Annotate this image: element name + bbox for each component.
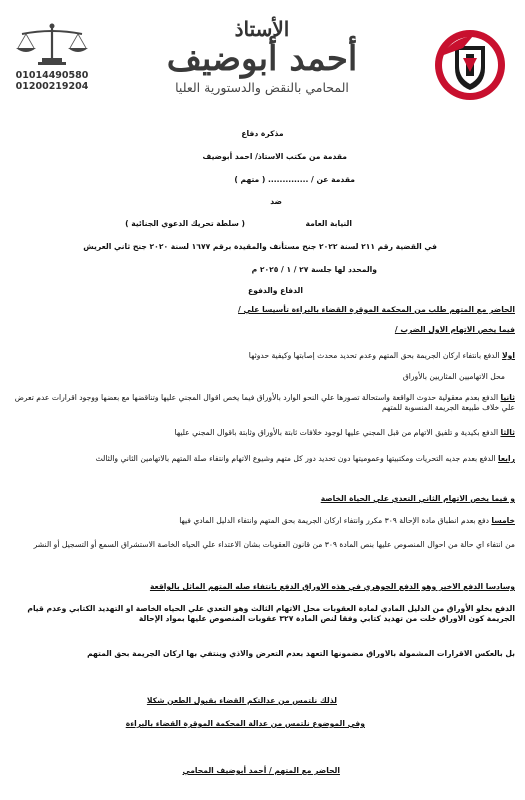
phone-numbers [12, 70, 92, 92]
signature-line: الحاضر مع المتهم / أحمد أبوضيف المحامي [182, 766, 340, 775]
lawyer-subtitle: المحامي بالنقض والدستورية العليا [175, 80, 349, 95]
title-prefix: الأستاذ [234, 17, 290, 41]
lawyer-name: أحمد أبوضيف [166, 39, 358, 79]
defenses-heading: الدفاع والدفوع [248, 286, 303, 295]
defense-item-1: اولا الدفع بانتفاء اركان الجريمة بحق المتهم وعدم تحديد محدث إصابتها وكيفية حدوثها [248, 351, 515, 360]
defense-item-6-heading: وسادسا الدفع الاخير وهو الدفع الجوهري في هذه الاوراق الدفع بانتفاء صله المتهم الماثل بالواقعة [149, 582, 515, 591]
versus-label: ضد [270, 197, 282, 206]
defense-item-2: ثانيا الدفع بعدم معقولية حدوث الواقعة واستحالة تصورها علي النحو الوارد بالأوراق فيما يخص اقوال المجني عليها وتناقضها مع بعضها ووجود اقرارات عدم تعرض علي خلاف طبيعة الجريمة المنسوبة للمتهم [14, 393, 515, 412]
shield-emblem-icon [433, 28, 507, 102]
closing-request-2: وفي الموضوع نلتمس من عدالة المحكمة الموقرة القضاء بالبراءة [125, 719, 365, 728]
memo-title: مذكرة دفاع [241, 129, 284, 138]
defense-item-6: الدفع بخلو الأوراق من الدليل المادي لمادة العقوبات محل الاتهام الثالث وهو التعدي علي الحياه الخاصة او التهديد الكتابي وعدم قيام الجريمة كون الاوراق خلت من تهديد كتابي وفقا لنص المادة ٣٢٧ عقوبات المنصوص عليها بمواد الإحالة [27, 604, 515, 623]
intro-request: الحاضر مع المتهم طلب من المحكمة الموقرة القضاء بالبراءة تأسيسا علي / [238, 305, 515, 314]
defense-item-5: خامسا دفع بعدم انطباق مادة الإحالة ٣٠٩ مكرر وانتفاء اركان الجريمة بحق المتهم وانتفاء الدليل المادي فيها [179, 516, 515, 525]
defense-item-5-cont: من انتفاء اي حالة من احوال المنصوص عليها بنص المادة ٣٠٩ من قانون العقوبات بشان الاعتداء علي الحياه الخاصة الاستشراق السمع أو التسجيل أو النشر [33, 540, 515, 549]
phone-number-1: 01014490580 [15, 70, 89, 81]
prosecution-role: ( سلطة تحريك الدعوي الجنائية ) [125, 219, 245, 228]
phone-number-2: 01200219204 [15, 81, 89, 92]
session-date-line: والمحدد لها جلسة ٢٧ / ١ / ٢٠٢٥ م [251, 265, 377, 274]
closing-request-1: لذلك نلتمس من عدالتكم القضاء بقبول الطعن شكلا [146, 696, 337, 705]
submitted-from: مقدمة من مكتب الاستاذ/ احمد أبوضيف [202, 152, 347, 161]
defense-item-4: رابعا الدفع بعدم جديه التحريات ومكتبيتها وعموميتها دون تحديد دور كل متهم وشيوع الاتهام وانتفاء صلة المتهم بالاتهامين الثاني والثالث [95, 454, 515, 463]
letterhead [0, 0, 525, 110]
second-charge-heading: و فيما يخص الاتهام الثاني التعدي علي الحياة الخاصة [320, 494, 515, 503]
defense-item-7: بل بالعكس الاقرارات المشمولة بالاوراق مضمونها التعهد بعدم التعرض والاذي وينتفي بها اركان الجريمة بحق المتهم [87, 649, 515, 658]
first-charge-heading: فيما يخص الاتهام الاول الضرب / [394, 325, 515, 334]
scales-of-justice-icon [12, 22, 92, 66]
defense-item-3: ثالثا الدفع بكيدية و تلفيق الاتهام من قبل المجني عليها لوجود خلافات ثابتة بالأوراق وثابتة باقوال المجني عليها [174, 428, 515, 437]
office-logo-left [12, 22, 92, 92]
office-title [112, 18, 412, 95]
case-number-line: في القضية رقم ٢١١ لسنة ٢٠٢٢ جنح مستأنف والمقيدة برقم ١٦٧٧ لسنة ٢٠٢٠ جنح ثاني العريش [83, 242, 437, 251]
submitted-for: مقدمة عن / .............. ( متهم ) [234, 175, 355, 184]
prosecution-label: النيابة العامة [305, 219, 352, 228]
defense-item-1-cont: محل الاتهاميين المثاريين بالأوراق [402, 372, 505, 381]
